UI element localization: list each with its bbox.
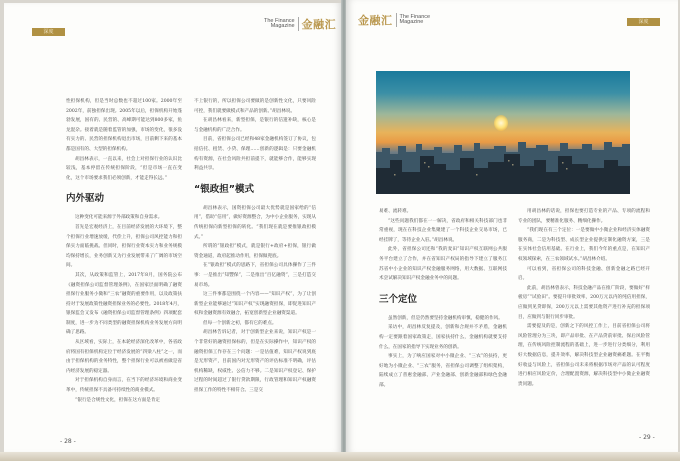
right-column-2 (518, 207, 650, 389)
masthead-en-line2: Magazine (399, 19, 424, 25)
paragraph: 采访中，胡昌林反复提及，创新和合规并不矛盾，金融机构一定要跟着国家政策走，国家扶持什么，金融机构就要支持什么，在国家的指导下实现业务的创新。 (379, 325, 507, 350)
paragraph: 从区域看，实际上，在本轮经济深化改革中，各省政府将国有担保机构定位于经济发展的“四梁八柱”之一，而由于担保机构的业务特性，整个担保行业可以被看做是省内经济发展的稳定器。 (66, 340, 182, 374)
paragraph: 胡昌林表示，一直以来，社会上对担保行业的认识比较浅，基本停留在传统担保阶段，“但是市场一直在变化，这个市场要求我们必须创新，才能走得长远。” (66, 156, 182, 181)
paragraph: 但每一个创新之初，都有它的难点。 (203, 320, 277, 326)
paragraph: “我们现在有三个定位：一是要做中小微企业和经济实体融资服务商，二是为科技型、成长型企业提供定制化融资方案，三是在实体社会信用基础。在行业上，我们今年的重点是，在知识产权领域探索，在三农领域试水。”胡昌林介绍。 (518, 228, 650, 262)
left-column-2 (194, 97, 316, 396)
right-page (346, 0, 678, 453)
paragraph: 易难、流转难。 (379, 209, 412, 214)
masthead-en-line1: The Finance (399, 13, 431, 20)
paragraph: 这种变化可能来源于外部政策和自身需求。 (75, 215, 163, 221)
masthead-divider (298, 17, 299, 31)
paragraph: 用胡昌林的话说，担保也要打造专业的产品、专项的流程和专业的团队，要精准化服务、精细化操作。 (518, 209, 650, 224)
paragraph: 虽然创新，但是仍然要坚持金融机构审慎，稳健的作风。 (388, 315, 503, 321)
paragraph: 对于担保机构自身而言，在当下的经济环境和商业变革中，传统担保不具备可持续性的商业模式。 (66, 378, 182, 394)
paragraph: 可以看到，省担保公司的科技金融、创新金融之路已经开启。 (518, 266, 650, 282)
left-column-1 (66, 97, 182, 405)
masthead (358, 12, 430, 28)
paragraph: 在“银政担”模式的思路下，省担保公司具体操作了三件事：一是推出“知豐保”，二是推出“百亿融资”，三是打造交易市场。 (194, 263, 316, 288)
paragraph: 此外，省担保公司还和“我的麦田”知识产权互联网公共服务平台建立了合作，并在省知识产权局的指导下建立了服务江苏省中小企业的知识产权金融服务网络，用大数据、互联网技术尝试解决知识产权金融业务中的问题。 (379, 247, 507, 282)
section-tag: 深度 (627, 18, 660, 26)
paragraph: 首先是宏观经济上，在目前经济发展的大环境下，整个担保行业增速放缓，代偿上升，担保公司风控能力和担保实力面临挑战。但同时，担保行业资本实力和业务规模均保持增长，业务创新又为行业发展带来了广阔的市场空间。 (66, 224, 182, 269)
city-skyline-photo (376, 71, 630, 194)
sun-image (494, 115, 508, 131)
section-tag: 深度 (32, 28, 65, 36)
section-heading: “银政担”模式 (194, 183, 254, 195)
left-page (4, 3, 342, 453)
page-number: - 29 - (639, 434, 655, 441)
paragraph: 不上银行的，所以担保公司要做的是创新性文化，只要风险可控，我们就要做模式和产品的创新。”胡昌林说。 (194, 99, 316, 114)
masthead-english (264, 19, 295, 30)
paragraph: 性担保机构，但是当时总数也不超过100家。2000年至2002年，前独担保出现。2005年以后，担保机构开始蓬勃发展，国有的、民营的、高峰期可能达到800多家，鱼龙混杂。接着就是随着监管的加强，市场的变化，很多没有实力的、民营的担保机构退出市场，目前剩下来的基本都是国有的、大型的担保机构。 (66, 99, 182, 152)
page-number: - 28 - (60, 438, 76, 445)
paragraph: 事实上，为了响应国家对中小微企业、“三农”的扶持，更好地为小微企业、“三农”服务，省担保公司调整了组织架构，陆续成立了普惠金融部、产业金融部、创新金融部和绿色金融部。 (379, 354, 507, 388)
paragraph: 此前，胡昌林曾表示，科技金融产品在推广阶段，要做好“样板房”“试验田”。要提升审批效率，200万元以内的纯信用担保，应做到见贷即保，200万元以上需要其他资产进行补充的担保项目，应做到与银行同步审批。 (518, 285, 650, 320)
masthead-en-line1: The Finance (264, 17, 295, 24)
paragraph: “这些问题我们都在一一解决，省政府和相关科技部门也非常重视，现在在科技企业集聚建了一个科技企业交易市场，已经挂牌了，等待企业入驻。”胡昌林说。 (379, 218, 507, 243)
paragraph: 其次，从政策和监管上，2017年8月，国务院公布《融资担保公司监督管理条例》，在国家层面明确了融资担保行业服务小微和“三农”融资的重要作用，以及政策扶持对于发展政策性融资担保业务的必要性。2018年4月，银保监会又发布《融资担保公司监督管理条例》四项配套制度，进一步为不同类型的融资担保机构业务发展方向明确了思路。 (66, 272, 182, 336)
masthead-divider (396, 13, 397, 27)
section-heading: 三个定位 (379, 293, 418, 305)
section-heading: 内外驱动 (66, 193, 105, 205)
paragraph: “银行是合规性文化，担保在这方面是肯定 (75, 397, 161, 403)
paragraph: 胡昌林表示，国资担保公司最大优势就是国家给的“信用”，借助“信用”，做好资源整合，为中小企业服务，实现从传统担保向新型担保的转化。“我们现在就是要推银政担模式。” (194, 205, 316, 240)
paragraph: 在胡昌林看来，新型担保，是银行的信遗补缺，核心是与金融机构的广泛合作。 (194, 118, 316, 133)
masthead-logo: 金融汇 (358, 14, 393, 27)
paragraph: 需要提及的是，创新之下的风控工作上，目前省担保公司将风险管理分为三块，即产品审批、在产品贷前审批、保后风险管理，在传统风险控制流程的基础上，进一步进行分类细分，利用好大数据信息，提升效率，解决科技型企业融资痛难题。在平衡好收益与风险上，省担保公司未来将根据市场对产品的认可程度进行相应风险定价，合理配置资源，解决科技型中小微企业融资贵问题。 (518, 324, 650, 387)
masthead (264, 16, 336, 32)
city-buildings-image (376, 134, 630, 194)
paragraph: 所谓的“银政担”模式，就是银行+政府+担保，银行做资金通道，政府起推动作用，担保做兜底。 (194, 244, 316, 259)
masthead-en-line2: Magazine (270, 23, 295, 29)
masthead-english (400, 15, 431, 26)
right-column-1 (379, 207, 507, 391)
paragraph: 胡昌林告诉记者，对于创新型企业来说，知识产权是一个非常好的融资担保标的，但是在实际操作中，知识产权的融资担保工作存在三个问题：一是估值难，知识产权说到底是无形资产，目前国内对无形资产的评估标准不明确，评估机构稀缺，权威性、公信力不够。二是知识产权登记、保护过程的时间超过了银行贷款期限，行政管理和知识产权融资担保工作的特性不相符合。三是交 (194, 330, 316, 394)
masthead-logo: 金融汇 (301, 18, 337, 31)
page-bottom-edge (0, 452, 680, 461)
paragraph: 目前，省担保公司已经和48家金融机构签订了协议，包括信托、租赁、小贷、保理……创新的逻辑是：只要金融机构有资源，在社会风险共担前提下，就能够合作，能够实现利益共享。 (194, 137, 316, 172)
paragraph: 这三件事都是围绕一个内容——“知识产权”，为了让创新型企业能够通过“知识产权”实现融资担保，即促进知识产权和金融资源有效融合，拓宽创新型企业融资渠道。 (194, 292, 316, 317)
